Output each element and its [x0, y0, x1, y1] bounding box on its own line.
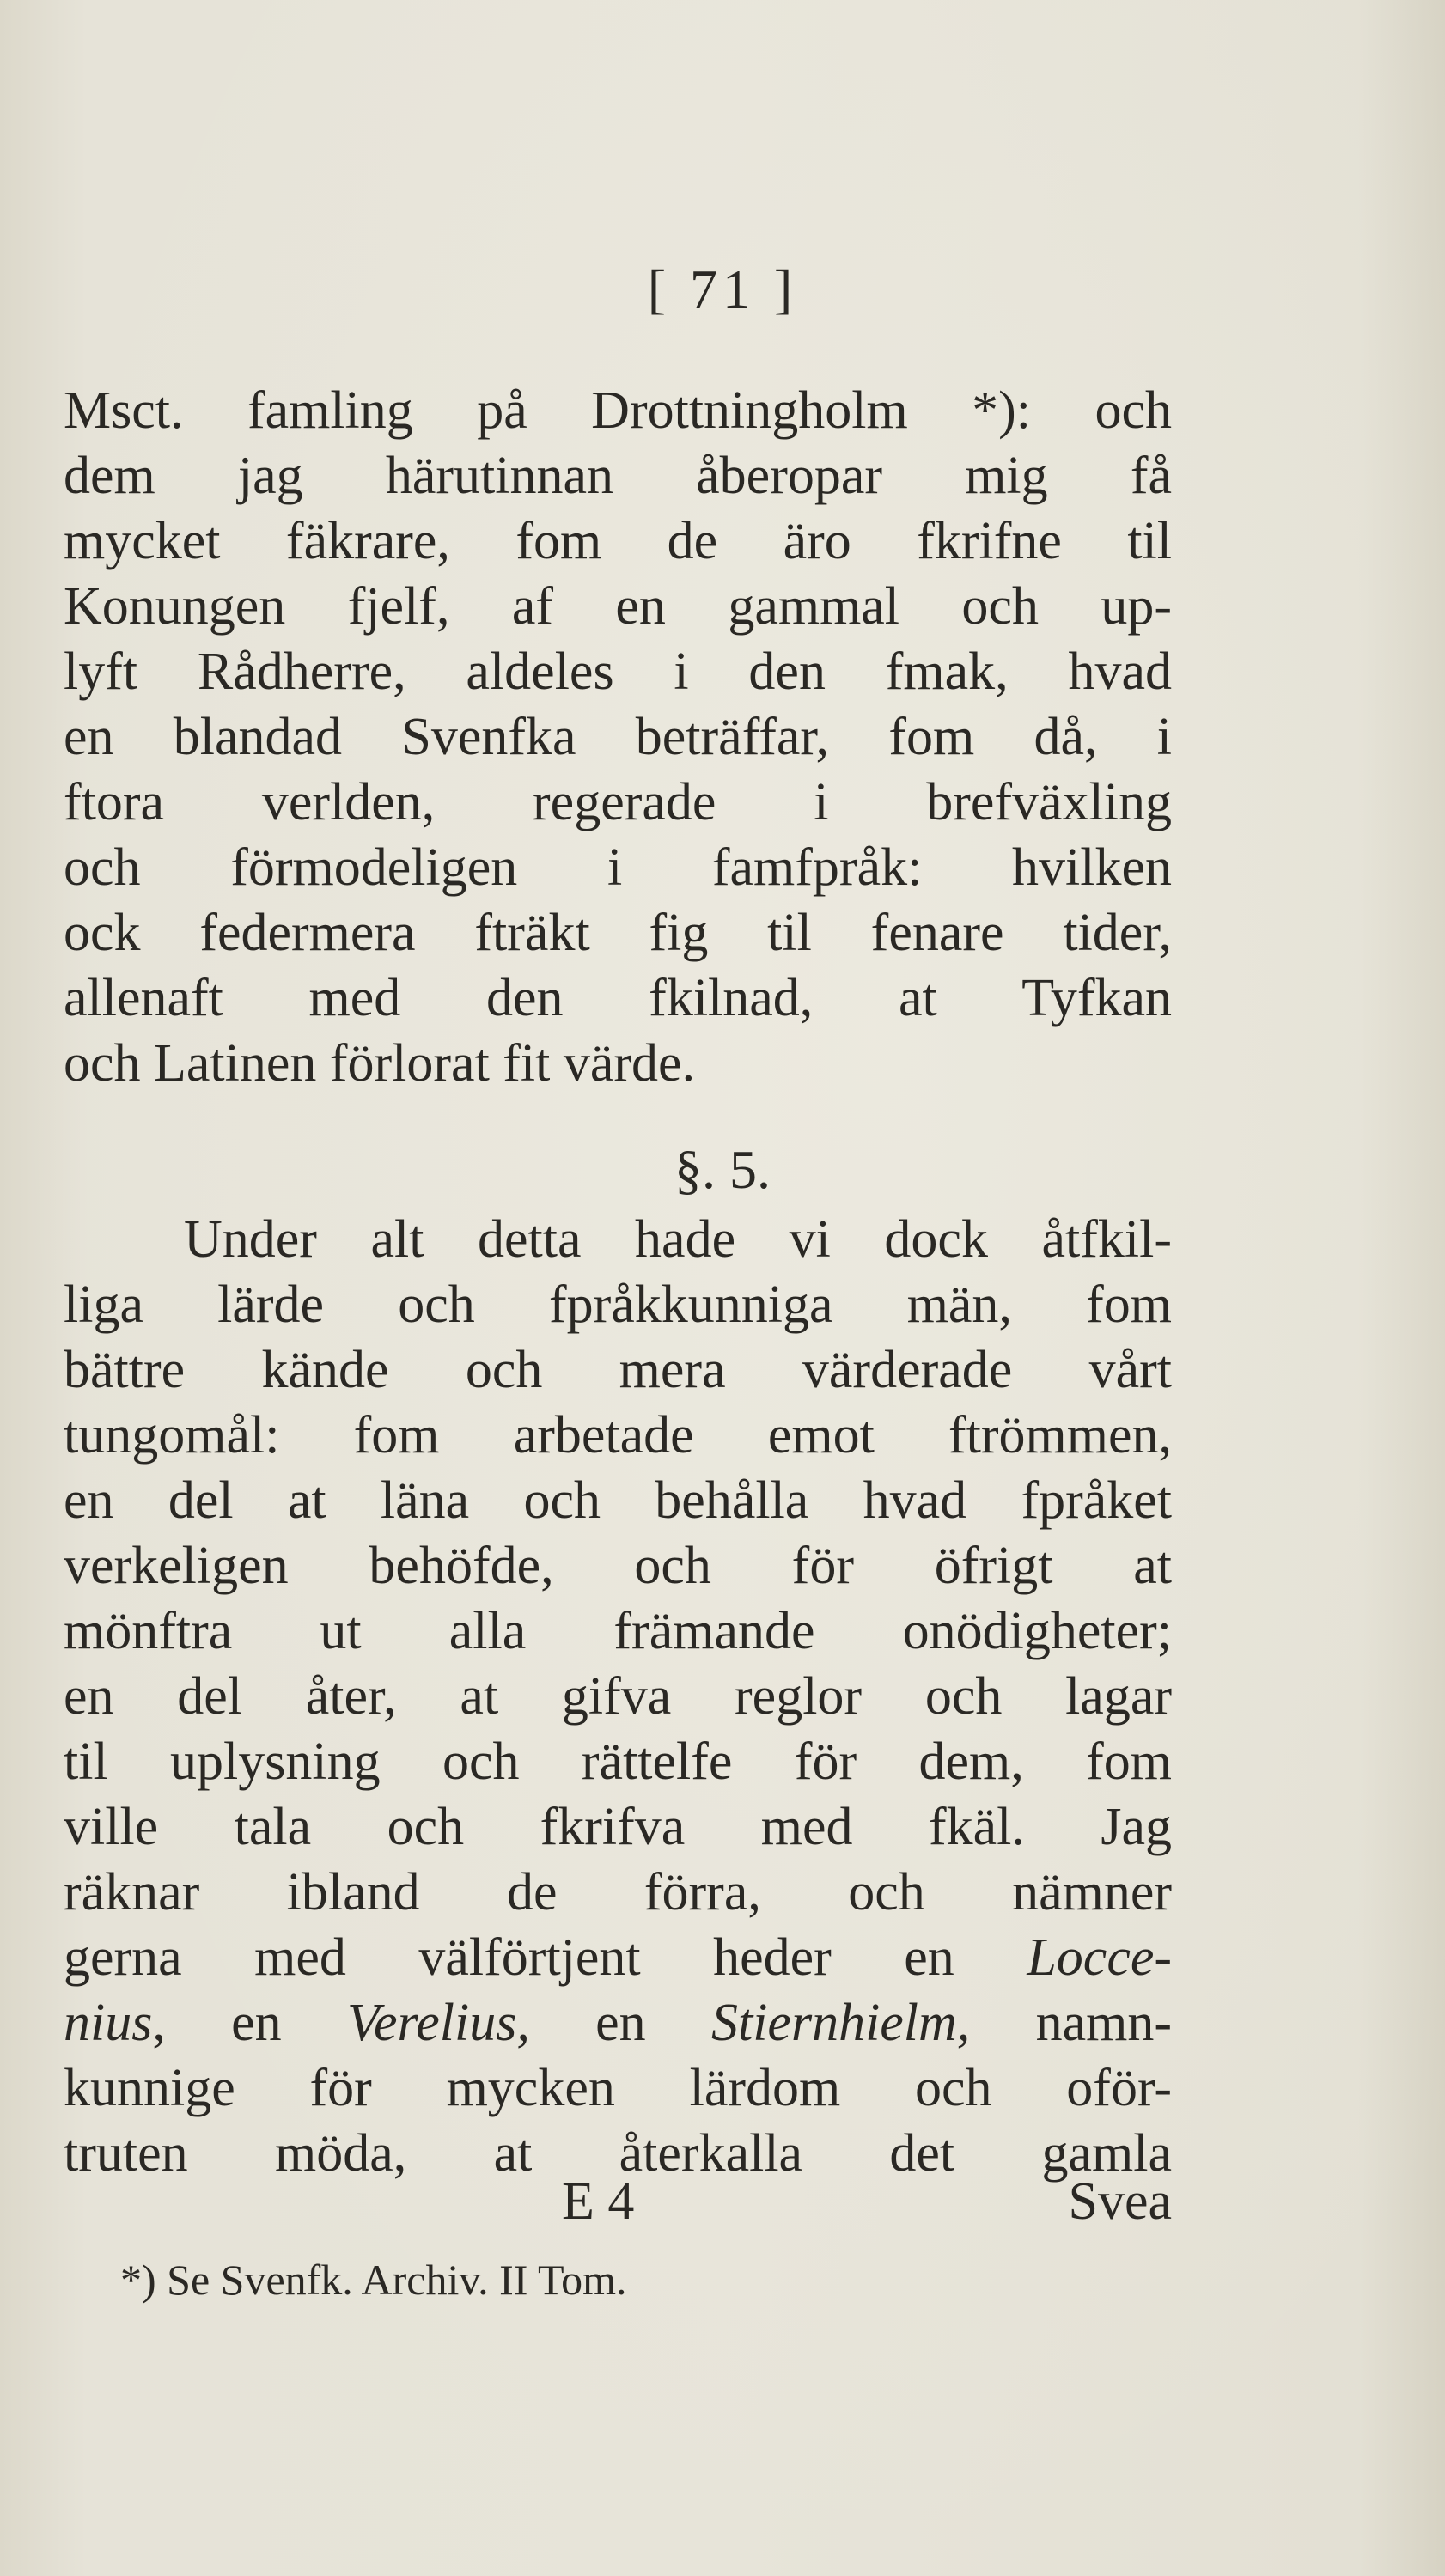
text-line: Under alt detta hade vi dock åtfkil-: [184, 1210, 1172, 1269]
text-line: allenaft med den fkilnad, at Tyfkan: [64, 969, 1172, 1027]
italic-name: Verelius,: [346, 1994, 530, 2052]
text-line: verkeligen behöfde, och för öfrigt at: [64, 1537, 1172, 1595]
text-line: en del åter, at gifva reglor och lagar: [64, 1667, 1172, 1726]
text-span: gerna med välförtjent heder en: [64, 1928, 1027, 1987]
paragraph-1: [64, 378, 1172, 1096]
text-line: [64, 1925, 1172, 1990]
text-line: tungomål: fom arbetade emot ftrömmen,: [64, 1406, 1172, 1465]
text-span: , en: [152, 1994, 347, 2052]
paragraph-2: [64, 1207, 1172, 2186]
text-line: lyft Rådherre, aldeles i den fmak, hvad: [64, 642, 1172, 701]
text-line: mycket fäkrare, fom de äro fkrifne til: [64, 512, 1172, 570]
text-line: kunnige för mycken lärdom och oför-: [64, 2059, 1172, 2117]
footnote: *) Se Svenfk. Archiv. II Tom.: [120, 2256, 627, 2304]
section-heading: §. 5.: [674, 1139, 771, 1200]
text-line: [64, 1990, 1172, 2055]
signature-row: [64, 2171, 1172, 2240]
text-line: och Latinen förlorat fit värde.: [64, 1034, 696, 1093]
text-line: truten möda, at återkalla det gamla: [64, 2124, 1172, 2183]
text-line: ville tala och fkrifva med fkäl. Jag: [64, 1798, 1172, 1856]
italic-name: Locce-: [1027, 1928, 1172, 1987]
italic-name: nius: [64, 1994, 153, 2052]
text-line: Konungen fjelf, af en gammal och up-: [64, 577, 1172, 636]
text-line: och förmodeligen i famfpråk: hvilken: [64, 838, 1172, 897]
text-line: en blandad Svenfka beträffar, fom då, i: [64, 708, 1172, 766]
signature-mark: E 4: [562, 2172, 635, 2231]
catchword: Svea: [1068, 2172, 1172, 2231]
text-line: ftora verlden, regerade i brefväxling: [64, 773, 1172, 831]
italic-name: Stiernhielm,: [710, 1994, 971, 2052]
text-line: bättre kände och mera värderade vårt: [64, 1341, 1172, 1399]
text-line: mönftra ut alla främande onödigheter;: [64, 1602, 1172, 1660]
text-span: en: [529, 1994, 711, 2052]
text-line: liga lärde och fpråkkunniga män, fom: [64, 1276, 1172, 1334]
text-line: Msct. famling på Drottningholm *): och: [64, 381, 1172, 440]
text-line: ock federmera fträkt fig til fenare tider,: [64, 904, 1172, 962]
text-line: til uplysning och rättelfe för dem, fom: [64, 1733, 1172, 1791]
page-number-header: [ 71 ]: [647, 259, 798, 320]
text-line: räknar ibland de förra, och nämner: [64, 1863, 1172, 1921]
text-line: en del at läna och behålla hvad fpråket: [64, 1471, 1172, 1530]
text-line: dem jag härutinnan åberopar mig få: [64, 447, 1172, 505]
text-span: namn-: [970, 1994, 1172, 2052]
